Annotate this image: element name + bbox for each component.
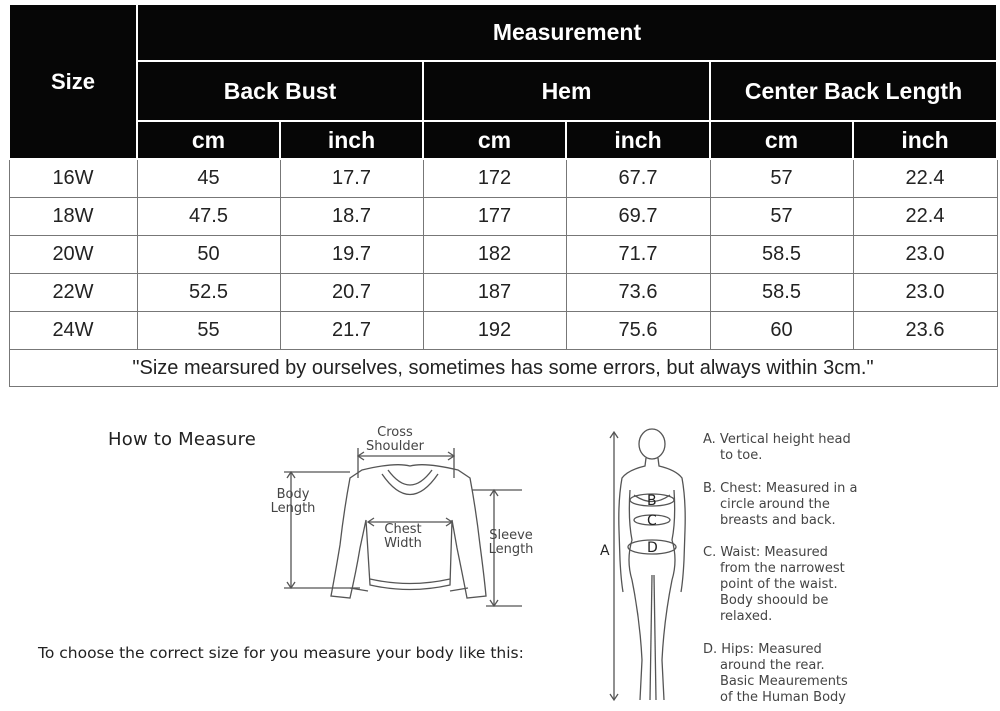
legend-line: point of the waist. <box>720 577 838 592</box>
label-line: Length <box>488 542 534 557</box>
legend-line: C. Waist: Measured <box>703 545 828 560</box>
value-cell: 57 <box>710 198 853 236</box>
label-line: Width <box>384 536 422 551</box>
value-cell: 23.0 <box>853 236 997 274</box>
value-cell: 20.7 <box>280 274 423 312</box>
value-cell: 57 <box>710 159 853 198</box>
value-cell: 21.7 <box>280 312 423 350</box>
value-cell: 55 <box>137 312 280 350</box>
back-bust-header: Back Bust <box>137 61 423 121</box>
legend-line: relaxed. <box>720 609 773 624</box>
label-line: Length <box>270 501 316 516</box>
unit-header: cm <box>423 121 566 159</box>
unit-header: inch <box>853 121 997 159</box>
size-cell: 18W <box>9 198 137 236</box>
center-back-length-header: Center Back Length <box>710 61 997 121</box>
size-cell: 20W <box>9 236 137 274</box>
value-cell: 19.7 <box>280 236 423 274</box>
legend-line: B. Chest: Measured in a <box>703 481 858 496</box>
value-cell: 58.5 <box>710 236 853 274</box>
choose-size-instruction: To choose the correct size for you measure your body like this: <box>38 644 524 662</box>
value-cell: 23.6 <box>853 312 997 350</box>
label-line: Chest <box>384 522 422 537</box>
label-line: Shoulder <box>366 439 424 454</box>
legend-line: from the narrowest <box>720 561 845 576</box>
body-length-label <box>268 488 318 516</box>
value-cell: 60 <box>710 312 853 350</box>
chest-width-label <box>373 523 433 551</box>
value-cell: 23.0 <box>853 274 997 312</box>
human-body-outline-icon <box>619 429 685 700</box>
legend-item-a <box>703 432 893 464</box>
value-cell: 45 <box>137 159 280 198</box>
unit-header: inch <box>566 121 710 159</box>
unit-header: inch <box>280 121 423 159</box>
value-cell: 67.7 <box>566 159 710 198</box>
legend-line: A. Vertical height head <box>703 432 851 447</box>
label-line: Body <box>276 487 310 502</box>
value-cell: 73.6 <box>566 274 710 312</box>
cross-shoulder-label <box>366 426 424 454</box>
value-cell: 182 <box>423 236 566 274</box>
size-cell: 16W <box>9 159 137 198</box>
label-line: Sleeve <box>489 528 533 543</box>
legend-line: circle around the <box>720 497 830 512</box>
legend-line: Body shoould be <box>720 593 829 608</box>
legend-line: around the rear. <box>720 658 825 673</box>
legend-line: breasts and back. <box>720 513 836 528</box>
value-cell: 47.5 <box>137 198 280 236</box>
unit-header: cm <box>710 121 853 159</box>
size-column-header: Size <box>9 4 137 159</box>
value-cell: 17.7 <box>280 159 423 198</box>
hem-header: Hem <box>423 61 710 121</box>
value-cell: 172 <box>423 159 566 198</box>
value-cell: 58.5 <box>710 274 853 312</box>
value-cell: 22.4 <box>853 159 997 198</box>
value-cell: 192 <box>423 312 566 350</box>
value-cell: 18.7 <box>280 198 423 236</box>
value-cell: 177 <box>423 198 566 236</box>
size-cell: 24W <box>9 312 137 350</box>
letter-d-label: D <box>647 540 658 556</box>
value-cell: 187 <box>423 274 566 312</box>
legend-item-c <box>703 545 893 625</box>
legend-line: to toe. <box>720 448 763 463</box>
value-cell: 22.4 <box>853 198 997 236</box>
legend-item-b <box>703 481 893 529</box>
sleeve-length-label <box>483 529 539 557</box>
legend-line: Basic Meaurements <box>720 674 848 689</box>
value-cell: 52.5 <box>137 274 280 312</box>
value-cell: 69.7 <box>566 198 710 236</box>
legend-item-d <box>703 642 893 706</box>
letter-b-label: B <box>647 493 657 509</box>
letter-a-label: A <box>600 543 610 559</box>
legend-line: of the Human Body <box>720 690 846 705</box>
letter-c-label: C <box>647 513 657 529</box>
measurement-note: "Size mearsured by ourselves, sometimes has some errors, but always within 3cm." <box>9 350 997 387</box>
label-line: Cross <box>377 425 413 440</box>
value-cell: 50 <box>137 236 280 274</box>
value-cell: 71.7 <box>566 236 710 274</box>
unit-header: cm <box>137 121 280 159</box>
value-cell: 75.6 <box>566 312 710 350</box>
how-to-measure-title: How to Measure <box>108 429 257 450</box>
legend-line: D. Hips: Measured <box>703 642 822 657</box>
measurement-header: Measurement <box>137 4 997 61</box>
size-cell: 22W <box>9 274 137 312</box>
